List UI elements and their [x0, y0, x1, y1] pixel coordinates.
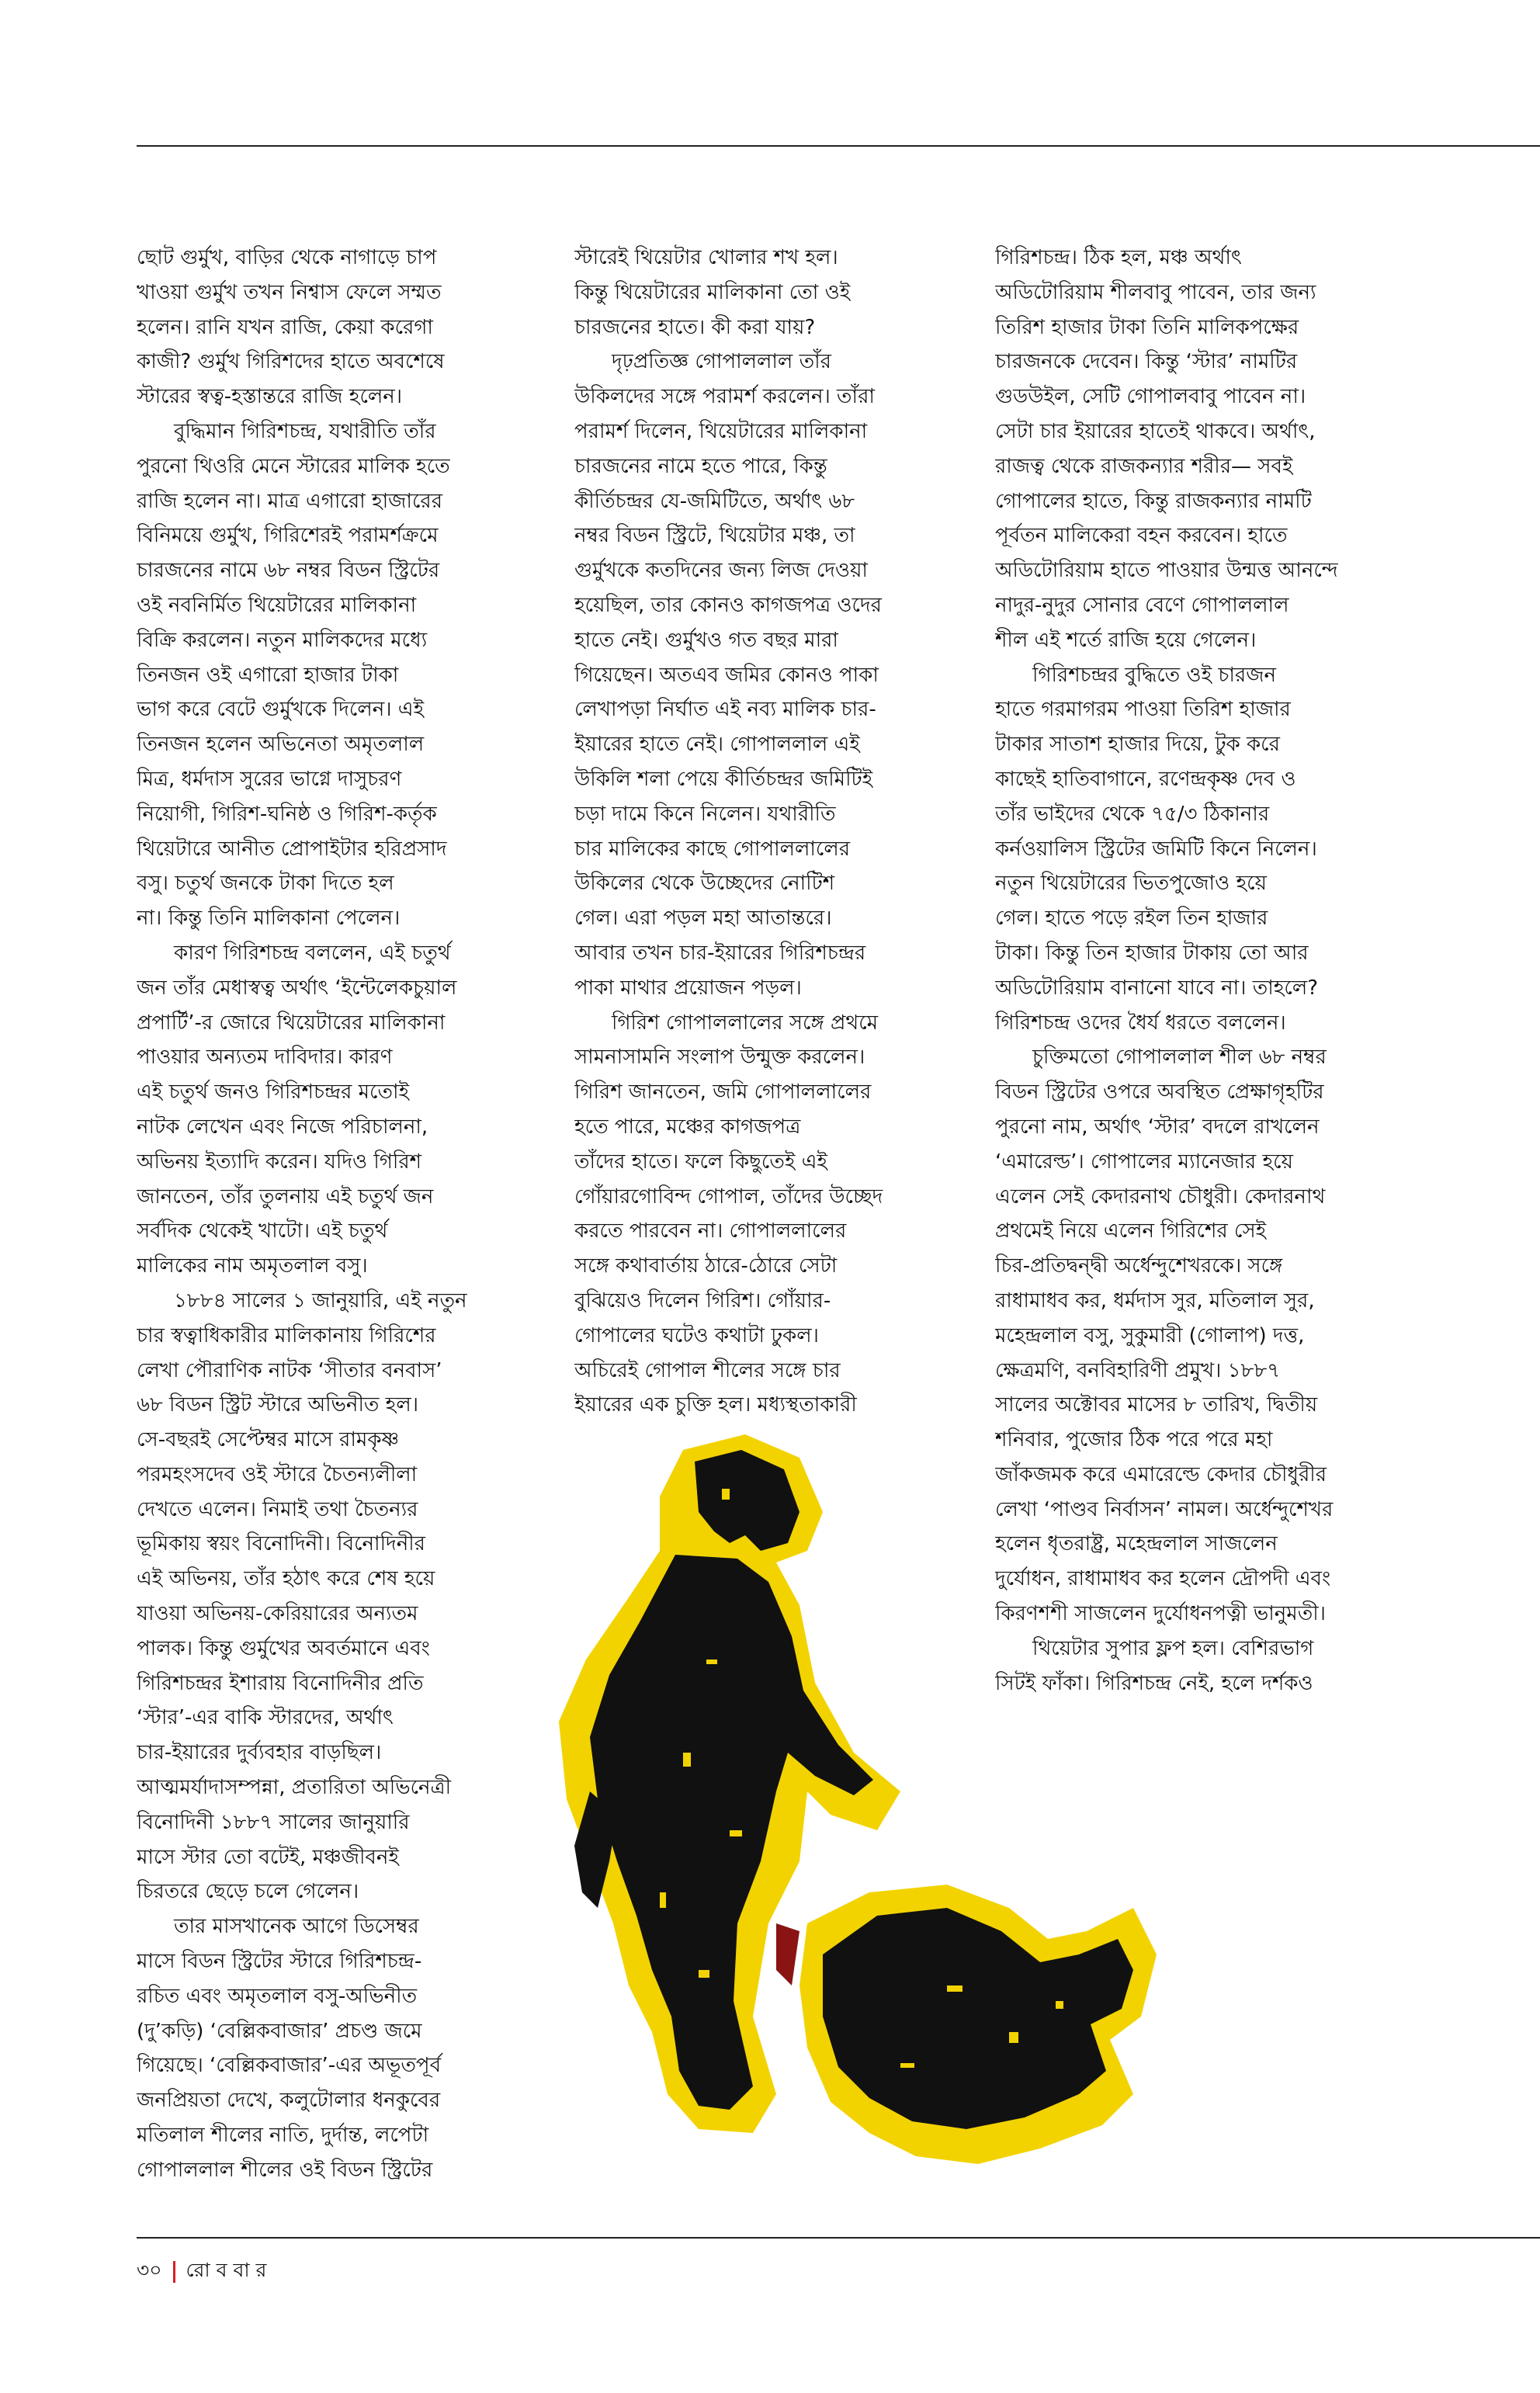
text-line: অচিরেই গোপাল শীলের সঙ্গে চার: [574, 1358, 841, 1382]
text-line: যাওয়া অভিনয়-কেরিয়ারের অন্যতম: [137, 1602, 418, 1626]
text-line: থিয়েটার সুপার ফ্লপ হল। বেশিরভাগ: [1032, 1636, 1314, 1660]
text-line: বিডন স্ট্রিটের ওপরে অবস্থিত প্রেক্ষাগৃহটির: [995, 1080, 1324, 1105]
text-line: দুর্যোধন, রাধামাধব কর হলেন দ্রৌপদী এবং: [995, 1567, 1331, 1591]
text-line: কিরণশশী সাজলেন দুর্যোধনপত্নী ভানুমতী।: [995, 1602, 1326, 1626]
text-line: গিরিশ গোপাললালের সঙ্গে প্রথমে: [612, 1011, 879, 1035]
text-line: ভাগ করে বেটে গুর্মুখকে দিলেন। এই: [137, 698, 425, 722]
text-line: পূর্বতন মালিকেরা বহন করবেন। হাতে: [995, 524, 1288, 548]
article-column-1: [137, 241, 525, 2188]
text-line: পাকা মাথার প্রয়োজন পড়ল।: [574, 976, 802, 1000]
text-line: গেল। এরা পড়ল মহা আতান্তরে।: [574, 907, 832, 931]
text-line: ইয়ারের এক চুক্তি হল। মধ্যস্থতাকারী: [574, 1393, 857, 1417]
text-line: অডিটোরিয়াম বানানো যাবে না। তাহলে?: [995, 976, 1319, 1000]
text-line: অডিটোরিয়াম হাতে পাওয়ার উন্মত্ত আনন্দে: [995, 559, 1338, 583]
text-line: গিয়েছে। ‘বেল্লিকবাজার’-এর অভূতপূর্ব: [137, 2054, 442, 2078]
text-line: শনিবার, পুজোর ঠিক পরে পরে মহা: [995, 1428, 1273, 1452]
text-line: খাওয়া গুর্মুখ তখন নিশ্বাস ফেলে সম্মত: [137, 280, 442, 304]
text-line: আবার তখন চার-ইয়ারের গিরিশচন্দ্রর: [574, 941, 866, 965]
text-line: চড়া দামে কিনে নিলেন। যথারীতি: [574, 802, 836, 826]
text-line: নতুন থিয়েটারের ভিতপুজোও হয়ে: [995, 872, 1267, 896]
text-line: জাঁকজমক করে এমারেল্ডে কেদার চৌধুরীর: [995, 1462, 1327, 1486]
text-line: (দু’কড়ি) ‘বেল্লিকবাজার’ প্রচণ্ড জমে: [137, 2019, 422, 2043]
text-line: চুক্তিমতো গোপাললাল শীল ৬৮ নম্বর: [1032, 1046, 1327, 1070]
text-line: রচিত এবং অমৃতলাল বসু-অভিনীত: [137, 1984, 418, 2008]
text-line: পুরনো থিওরি মেনে স্টারের মালিক হতে: [137, 454, 450, 478]
text-line: মাসে স্টার তো বটেই, মঞ্চজীবনই: [137, 1845, 399, 1869]
footer-separator: [173, 2261, 175, 2283]
text-line: থিয়েটারে আনীত প্রোপাইটার হরিপ্রসাদ: [137, 837, 447, 861]
text-line: গুর্মুখকে কতদিনের জন্য লিজ দেওয়া: [574, 559, 868, 583]
text-line: তিনজন হলেন অভিনেতা অমৃতলাল: [137, 733, 425, 757]
text-line: প্রথমেই নিয়ে এলেন গিরিশের সেই: [995, 1219, 1267, 1243]
text-line: চিরতরে ছেড়ে চলে গেলেন।: [137, 1880, 359, 1904]
text-line: জন তাঁর মেধাস্বত্ব অর্থাৎ ‘ইন্টেলেকচুয়াল: [137, 976, 457, 1000]
text-line: উকিলদের সঙ্গে পরামর্শ করলেন। তাঁরা: [574, 385, 875, 409]
text-line: এই অভিনয়, তাঁর হঠাৎ করে শেষ হয়ে: [137, 1567, 435, 1591]
text-line: ইয়ারের হাতে নেই। গোপাললাল এই: [574, 733, 860, 757]
text-line: পরমহংসদেব ওই স্টারে চৈতন্যলীলা: [137, 1462, 418, 1486]
text-line: মতিলাল শীলের নাতি, দুর্দান্ত, লপেটা: [137, 2124, 429, 2148]
text-line: সিটই ফাঁকা। গিরিশচন্দ্র নেই, হলে দর্শকও: [995, 1671, 1313, 1695]
text-line: বিনিময়ে গুর্মুখ, গিরিশেরই পরামর্শক্রমে: [137, 524, 439, 548]
text-line: চার মালিকের কাছে গোপাললালের: [574, 837, 851, 861]
text-line: চারজনের নামে হতে পারে, কিন্তু: [574, 454, 827, 478]
text-line: গিরিশচন্দ্র ওদের ধৈর্য ধরতে বললেন।: [995, 1011, 1286, 1035]
text-line: কাছেই হাতিবাগানে, রণেন্দ্রকৃষ্ণ দেব ও: [995, 767, 1296, 791]
text-line: ‘স্টার’-এর বাকি স্টারদের, অর্থাৎ: [137, 1706, 394, 1730]
text-line: তাঁর ভাইদের থেকে ৭৫/৩ ঠিকানার: [995, 802, 1270, 826]
text-line: চারজনের হাতে। কী করা যায়?: [574, 315, 816, 339]
text-line: পরামর্শ দিলেন, থিয়েটারের মালিকানা: [574, 419, 868, 443]
text-line: মহেন্দ্রলাল বসু, সুকুমারী (গোলাপ) দত্ত,: [995, 1323, 1305, 1347]
text-line: না। কিন্তু তিনি মালিকানা পেলেন।: [137, 907, 401, 931]
text-line: গেল। হাতে পড়ে রইল তিন হাজার: [995, 907, 1268, 931]
text-line: গুডউইল, সেটি গোপালবাবু পাবেন না।: [995, 385, 1306, 409]
text-line: ওই নবনির্মিত থিয়েটারের মালিকানা: [137, 593, 417, 617]
text-line: কিন্তু থিয়েটারের মালিকানা তো ওই: [574, 280, 851, 304]
text-line: হাতে গরমাগরম পাওয়া তিরিশ হাজার: [995, 698, 1291, 722]
bottom-rule: [137, 2237, 1540, 2239]
text-line: সঙ্গে কথাবার্তায় ঠারে-ঠোরে সেটা: [574, 1254, 838, 1278]
text-line: তিরিশ হাজার টাকা তিনি মালিকপক্ষের: [995, 315, 1299, 339]
text-line: তাঁদের হাতে। ফলে কিছুতেই এই: [574, 1150, 827, 1174]
text-line: সামনাসামনি সংলাপ উন্মুক্ত করলেন।: [574, 1046, 865, 1070]
text-line: ভূমিকায় স্বয়ং বিনোদিনী। বিনোদিনীর: [137, 1532, 425, 1556]
text-line: পালক। কিন্তু গুর্মুখের অবর্তমানে এবং: [137, 1636, 430, 1660]
text-line: উকিলি শলা পেয়ে কীর্তিচন্দ্রর জমিটিই: [574, 767, 873, 791]
text-line: মিত্র, ধর্মদাস সুরের ভাগ্নে দাসুচরণ: [137, 767, 402, 791]
text-line: হলেন ধৃতরাষ্ট্র, মহেন্দ্রলাল সাজলেন: [995, 1532, 1278, 1556]
text-line: জানতেন, তাঁর তুলনায় এই চতুর্থ জন: [137, 1184, 434, 1209]
text-line: শীল এই শর্তে রাজি হয়ে গেলেন।: [995, 628, 1257, 652]
text-line: সেটা চার ইয়ারের হাতেই থাকবে। অর্থাৎ,: [995, 419, 1316, 443]
text-line: কারণ গিরিশচন্দ্র বললেন, এই চতুর্থ: [174, 941, 451, 965]
text-line: গোপাললাল শীলের ওই বিডন স্ট্রিটের: [137, 2158, 433, 2182]
text-line: করতে পারবেন না। গোপাললালের: [574, 1219, 847, 1243]
text-line: এলেন সেই কেদারনাথ চৌধুরী। কেদারনাথ: [995, 1184, 1326, 1209]
text-line: গিরিশচন্দ্র। ঠিক হল, মঞ্চ অর্থাৎ: [995, 246, 1242, 269]
text-line: হতে পারে, মঞ্চের কাগজপত্র: [574, 1115, 801, 1139]
text-line: মাসে বিডন স্ট্রিটের স্টারে গিরিশচন্দ্র-: [137, 1950, 422, 1974]
text-line: রাজি হলেন না। মাত্র এগারো হাজারের: [137, 489, 442, 513]
text-line: চারজনের নামে ৬৮ নম্বর বিডন স্ট্রিটের: [137, 559, 440, 583]
text-line: মালিকের নাম অমৃতলাল বসু।: [137, 1254, 368, 1278]
text-line: স্টারের স্বত্ব-হস্তান্তরে রাজি হলেন।: [137, 385, 403, 409]
text-line: পাওয়ার অন্যতম দাবিদার। কারণ: [137, 1046, 393, 1070]
text-line: চার স্বত্বাধিকারীর মালিকানায় গিরিশের: [137, 1323, 436, 1347]
text-line: ৬৮ বিডন স্ট্রিট স্টারে অভিনীত হল।: [137, 1393, 418, 1417]
text-line: ক্ষেত্রমণি, বনবিহারিণী প্রমুখ। ১৮৮৭: [995, 1358, 1281, 1382]
text-line: জনপ্রিয়তা দেখে, কলুটোলার ধনকুবের: [137, 2089, 441, 2113]
text-line: চির-প্রতিদ্বন্দ্বী অর্ধেন্দুশেখরকে। সঙ্গে: [995, 1254, 1283, 1278]
text-line: গিরিশচন্দ্রর বুদ্ধিতে ওই চারজন: [1032, 663, 1277, 687]
text-line: নাটক লেখেন এবং নিজে পরিচালনা,: [137, 1115, 428, 1139]
text-line: বসু। চতুর্থ জনকে টাকা দিতে হল: [137, 872, 394, 896]
text-line: বুঝিয়েও দিলেন গিরিশ। গোঁয়ার-: [574, 1288, 831, 1313]
text-line: স্টারেই থিয়েটার খোলার শখ হল।: [574, 246, 838, 269]
text-line: বিনোদিনী ১৮৮৭ সালের জানুয়ারি: [137, 1810, 410, 1834]
page-footer: [137, 2255, 266, 2288]
magazine-name: রো ব বা র: [186, 2259, 267, 2281]
text-line: লেখাপড়া নির্ঘাত এই নব্য মালিক চার-: [574, 698, 876, 722]
text-line: হয়েছিল, তার কোনও কাগজপত্র ওদের: [574, 593, 882, 617]
text-line: তিনজন ওই এগারো হাজার টাকা: [137, 663, 399, 687]
text-line: বুদ্ধিমান গিরিশচন্দ্র, যথারীতি তাঁর: [174, 419, 436, 443]
text-line: গোপালের ঘটেও কথাটা ঢুকল।: [574, 1323, 819, 1347]
text-line: পুরনো নাম, অর্থাৎ ‘স্টার’ বদলে রাখলেন: [995, 1115, 1320, 1139]
text-line: হলেন। রানি যখন রাজি, কেয়া করেগা: [137, 315, 433, 339]
text-line: উকিলের থেকে উচ্ছেদের নোটিশ: [574, 872, 835, 896]
text-line: প্রপার্টি’-র জোরে থিয়েটারের মালিকানা: [137, 1011, 446, 1035]
text-line: গোঁয়ারগোবিন্দ গোপাল, তাঁদের উচ্ছেদ: [574, 1184, 883, 1209]
text-line: অডিটোরিয়াম শীলবাবু পাবেন, তার জন্য: [995, 280, 1316, 304]
top-rule: [137, 145, 1540, 147]
text-line: নিয়োগী, গিরিশ-ঘনিষ্ঠ ও গিরিশ-কর্তৃক: [137, 802, 437, 826]
page-number: ৩০: [137, 2259, 162, 2281]
text-line: নাদুর-নুদুর সোনার বেণে গোপাললাল: [995, 593, 1289, 617]
text-line: চার-ইয়ারের দুর্ব্যবহার বাড়ছিল।: [137, 1741, 382, 1765]
text-line: কাজী? গুর্মুখ গিরিশদের হাতে অবশেষে: [137, 350, 445, 374]
text-line: দেখতে এলেন। নিমাই তথা চৈতন্যর: [137, 1497, 418, 1521]
text-line: ছোট গুর্মুখ, বাড়ির থেকে নাগাড়ে চাপ: [137, 246, 437, 269]
text-line: রাধামাধব কর, ধর্মদাস সুর, মতিলাল সুর,: [995, 1288, 1315, 1313]
text-line: বিক্রি করলেন। নতুন মালিকদের মধ্যে: [137, 628, 428, 652]
text-line: টাকা। কিন্তু তিন হাজার টাকায় তো আর: [995, 941, 1309, 965]
text-line: সালের অক্টোবর মাসের ৮ তারিখ, দ্বিতীয়: [995, 1393, 1318, 1417]
text-line: টাকার সাতাশ হাজার দিয়ে, টুক করে: [995, 733, 1280, 757]
text-line: ১৮৮৪ সালের ১ জানুয়ারি, এই নতুন: [174, 1288, 467, 1313]
text-line: ‘এমারেল্ড’। গোপালের ম্যানেজার হয়ে: [995, 1150, 1293, 1174]
text-line: নম্বর বিডন স্ট্রিটে, থিয়েটার মঞ্চ, তা: [574, 524, 855, 548]
text-line: এই চতুর্থ জনও গিরিশচন্দ্রর মতোই: [137, 1080, 410, 1105]
text-line: কর্নওয়ালিস স্ট্রিটের জমিটি কিনে নিলেন।: [995, 837, 1317, 861]
text-line: আত্মমর্যাদাসম্পন্না, প্রতারিতা অভিনেত্রী: [137, 1776, 452, 1800]
text-line: অভিনয় ইত্যাদি করেন। যদিও গিরিশ: [137, 1150, 422, 1174]
text-line: লেখা ‘পাণ্ডব নির্বাসন’ নামল। অর্ধেন্দুশেখর: [995, 1497, 1334, 1521]
text-line: গিরিশ জানতেন, জমি গোপাললালের: [574, 1080, 872, 1105]
text-line: সে-বছরই সেপ্টেম্বর মাসে রামকৃষ্ণ: [137, 1428, 400, 1452]
text-line: চারজনকে দেবেন। কিন্তু ‘স্টার’ নামটির: [995, 350, 1298, 374]
text-line: দৃঢ়প্রতিজ্ঞ গোপাললাল তাঁর: [612, 350, 831, 374]
text-line: কীর্তিচন্দ্রর যে-জমিটিতে, অর্থাৎ ৬৮: [574, 489, 855, 513]
text-line: লেখা পৌরাণিক নাটক ‘সীতার বনবাস’: [137, 1358, 442, 1382]
text-line: হাতে নেই। গুর্মুখও গত বছর মারা: [574, 628, 838, 652]
text-line: গিয়েছেন। অতএব জমির কোনও পাকা: [574, 663, 879, 687]
illustration-figures: [543, 1427, 1164, 2218]
text-line: গিরিশচন্দ্রর ইশারায় বিনোদিনীর প্রতি: [137, 1671, 424, 1695]
article-column-2: [574, 241, 947, 1423]
text-line: গোপালের হাতে, কিন্তু রাজকন্যার নামটি: [995, 489, 1312, 513]
text-line: রাজত্ব থেকে রাজকন্যার শরীর— সবই: [995, 454, 1293, 478]
text-line: সর্বদিক থেকেই খাটো। এই চতুর্থ: [137, 1219, 388, 1243]
text-line: তার মাসখানেক আগে ডিসেম্বর: [174, 1915, 419, 1939]
